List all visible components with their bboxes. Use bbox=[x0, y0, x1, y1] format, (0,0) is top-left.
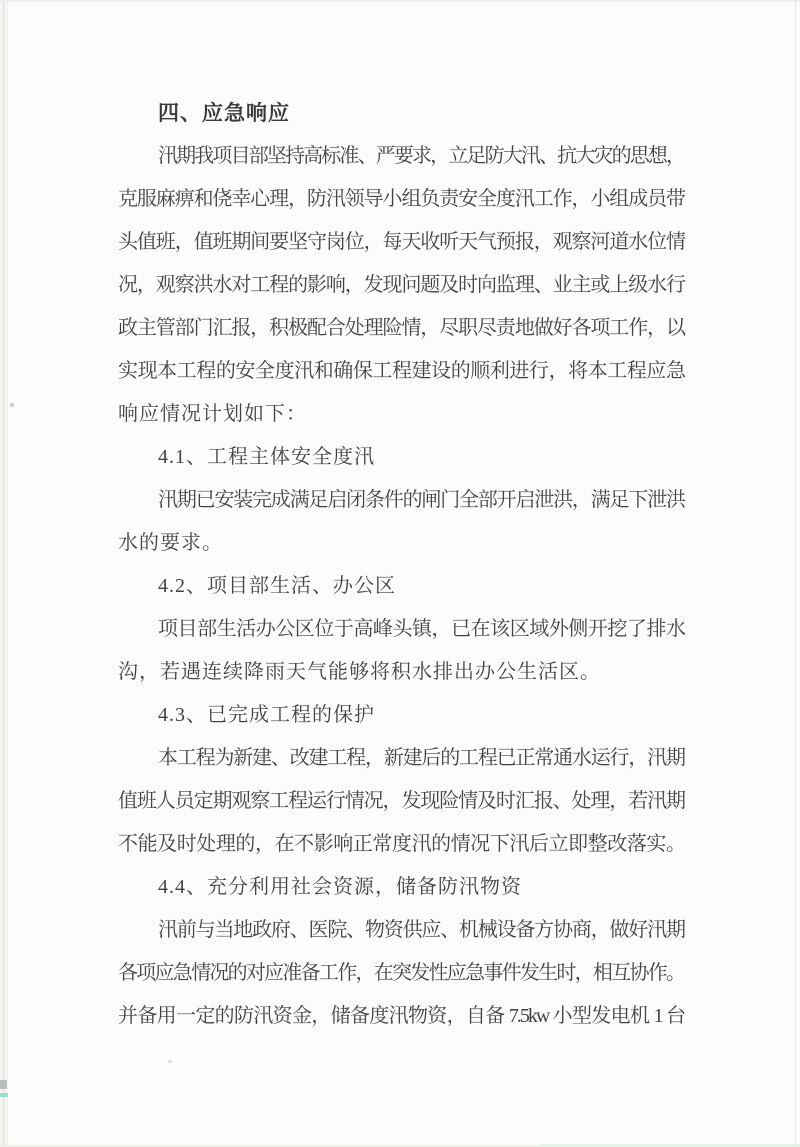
section-heading: 四、应急响应 bbox=[158, 102, 290, 125]
scan-left-edge-strip bbox=[0, 0, 8, 1147]
doc-line: 各项应急情况的对应准备工作，在突发性应急事件发生时，相互协作。 bbox=[118, 962, 684, 984]
scan-left-edge-line bbox=[3, 0, 4, 1147]
scan-teal-mark bbox=[0, 1093, 8, 1097]
scan-top-edge-line bbox=[0, 0, 800, 2]
scan-speck bbox=[10, 403, 14, 407]
doc-line: 项目部生活办公区位于高峰头镇，已在该区域外侧开挖了排水 bbox=[158, 618, 684, 640]
doc-line: 响应情况计划如下： bbox=[118, 403, 307, 425]
doc-line: 本工程为新建、改建工程，新建后的工程已正常通水运行，汛期 bbox=[158, 747, 684, 769]
doc-line: 并备用一定的防汛资金，储备度汛物资，自备 7.5kw 小型发电机 1 台 bbox=[118, 1005, 684, 1027]
subsection-heading: 4.1、工程主体安全度汛 bbox=[158, 446, 375, 468]
subsection-heading: 4.4、充分利用社会资源，储备防汛物资 bbox=[158, 876, 522, 898]
doc-line: 况，观察洪水对工程的影响，发现问题及时向监理、业主或上级水行 bbox=[118, 274, 684, 296]
doc-line: 克服麻痹和侥幸心理，防汛领导小组负责安全度汛工作，小组成员带 bbox=[118, 188, 684, 210]
doc-line: 不能及时处理的，在不影响正常度汛的情况下汛后立即整改落实。 bbox=[118, 833, 684, 855]
subsection-heading: 4.3、已完成工程的保护 bbox=[158, 704, 375, 726]
subsection-heading: 4.2、项目部生活、办公区 bbox=[158, 575, 396, 597]
doc-line: 头值班，值班期间要坚守岗位，每天收听天气预报，观察河道水位情 bbox=[118, 231, 684, 253]
doc-line: 值班人员定期观察工程运行情况，发现险情及时汇报、处理，若汛期 bbox=[118, 790, 684, 812]
doc-line: 水的要求。 bbox=[118, 532, 223, 554]
doc-line: 汛期已安装完成满足启闭条件的闸门全部开启泄洪，满足下泄洪 bbox=[158, 489, 684, 511]
scan-speck bbox=[168, 1060, 172, 1063]
doc-line: 汛期我项目部坚持高标准、严要求，立足防大汛、抗大灾的思想， bbox=[158, 145, 684, 167]
document-text-block bbox=[118, 92, 684, 1038]
scan-bottom-teal-tint bbox=[540, 1144, 800, 1146]
doc-line: 汛前与当地政府、医院、物资供应、机械设备方协商，做好汛期 bbox=[158, 919, 684, 941]
doc-line: 实现本工程的安全度汛和确保工程建设的顺利进行，将本工程应急 bbox=[118, 360, 684, 382]
scan-right-edge-line bbox=[795, 0, 796, 1147]
doc-line: 政主管部门汇报，积极配合处理险情，尽职尽责地做好各项工作，以 bbox=[118, 317, 684, 339]
doc-line: 沟，若遇连续降雨天气能够将积水排出办公生活区。 bbox=[118, 661, 601, 683]
scan-gray-mark bbox=[0, 1080, 7, 1089]
